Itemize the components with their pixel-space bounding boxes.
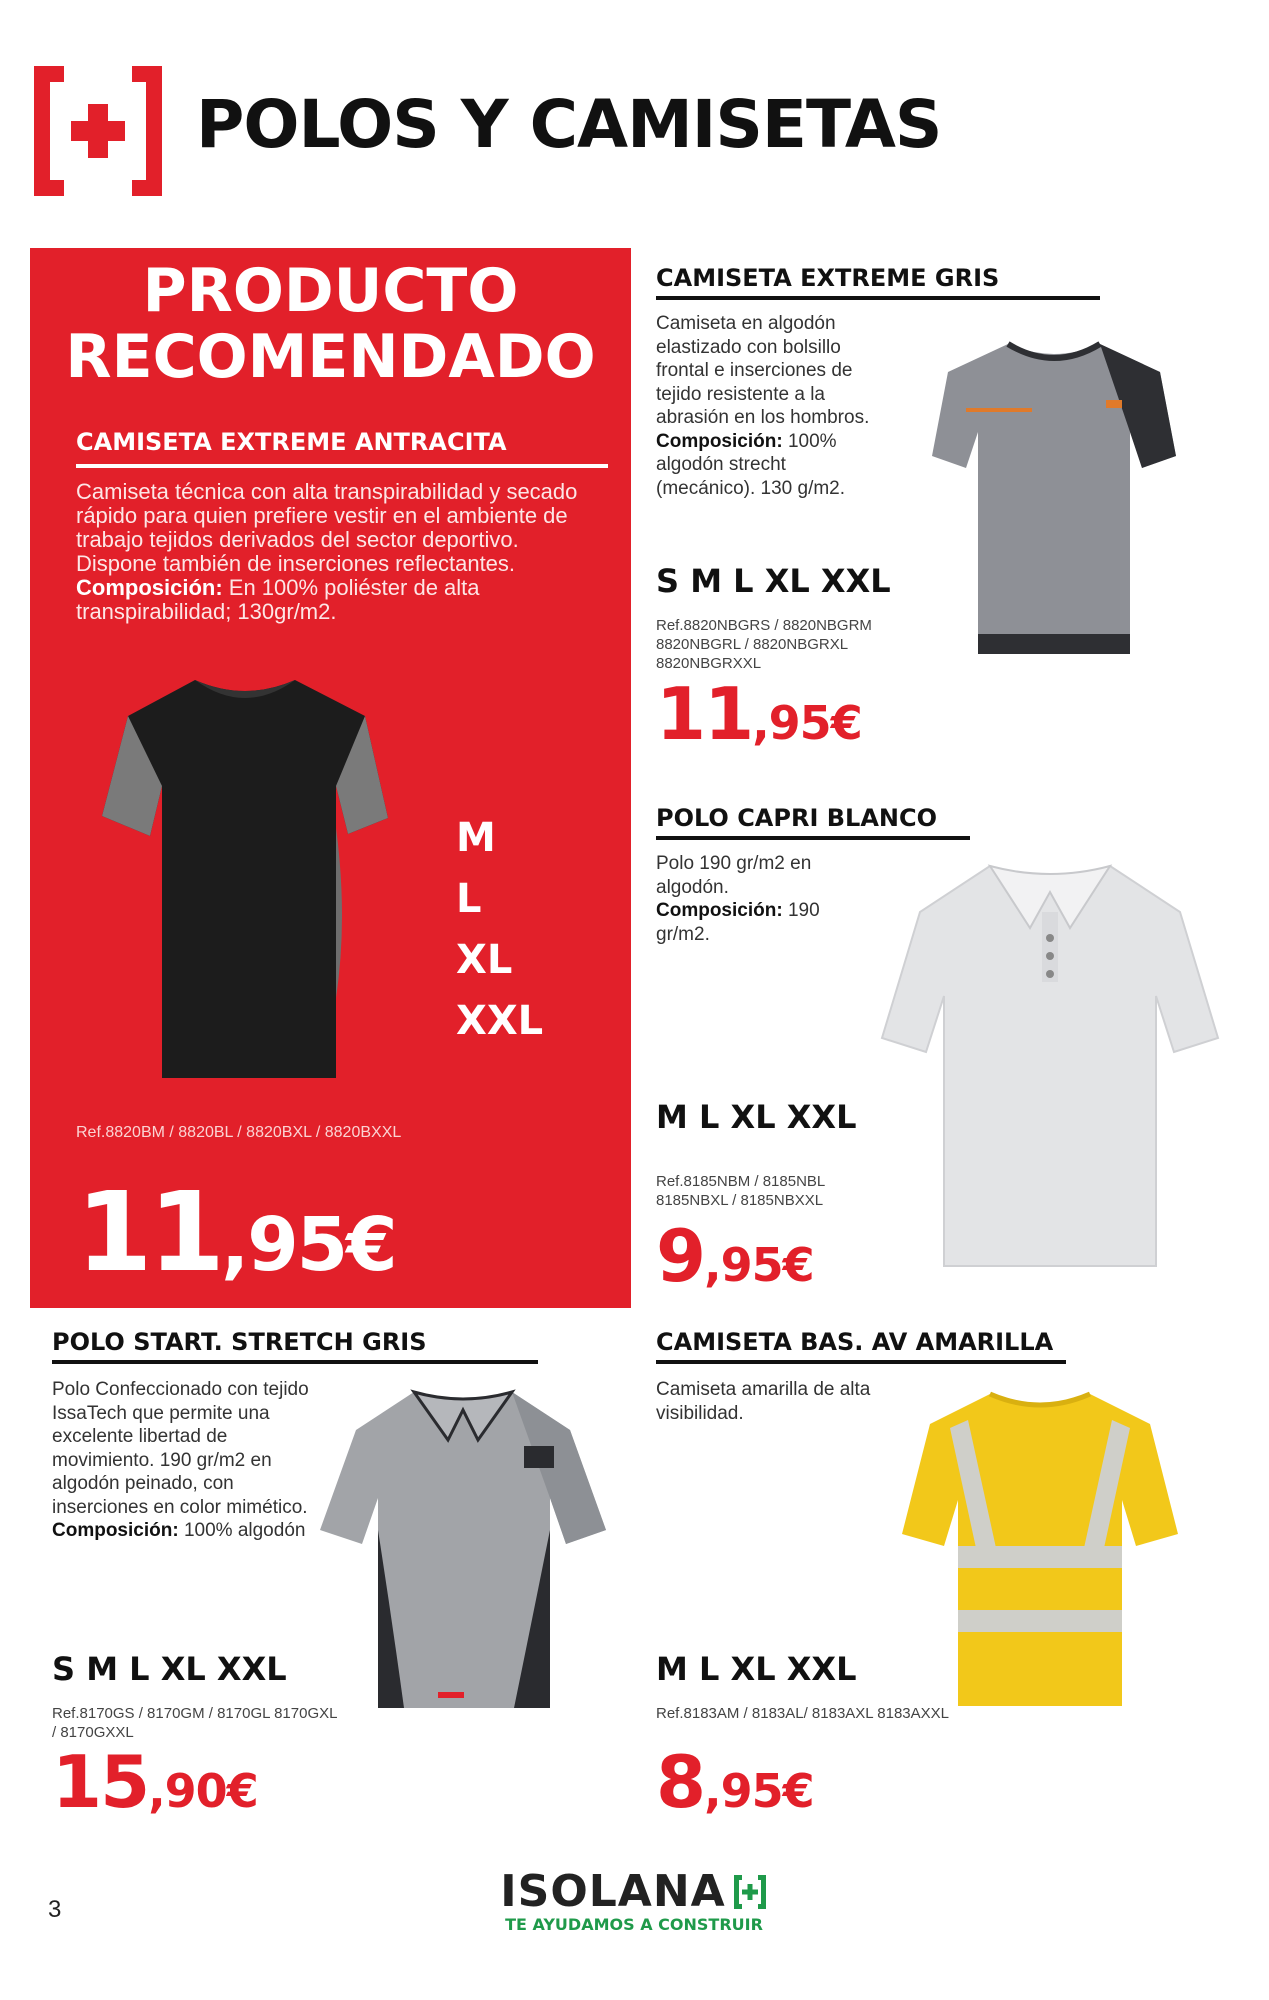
product-description: Camiseta amarilla de alta visibilidad. — [656, 1379, 871, 1424]
plus-bracket-logo-icon — [30, 62, 166, 200]
divider — [656, 296, 1100, 300]
size-list: M L XL XXL — [456, 815, 544, 1044]
product-price: 8,95€ — [656, 1740, 814, 1824]
product-description: Camiseta en algodón elastizado con bolsillo frontal e inserciones de tejido resistente a la abrasión en los hombros. Composición: 100% algodón strecht (mecánico). 130 g/m2. — [656, 313, 870, 499]
divider — [656, 836, 970, 840]
brand-tagline: TE AYUDAMOS A CONSTRUIR — [505, 1915, 763, 1934]
product-ref: Ref.8170GS / 8170GM / 8170GL 8170GXL / 8170GXXL — [52, 1705, 337, 1741]
grey-polo-image — [318, 1380, 608, 1716]
product-name: POLO START. STRETCH GRIS — [52, 1328, 427, 1356]
grey-tshirt-image — [930, 336, 1178, 660]
divider — [52, 1360, 538, 1364]
product-ref: Ref.8183AM / 8183AL/ 8183AXL 8183AXXL — [656, 1705, 949, 1722]
yellow-hivis-tshirt-image — [900, 1384, 1180, 1714]
product-ref: Ref.8820NBGRS / 8820NBGRM 8820NBGRL / 8820NBGRXL 8820NBGRXXL — [656, 617, 872, 672]
product-price: 9,95€ — [656, 1214, 814, 1298]
size-list: S M L XL XXL — [52, 1650, 287, 1688]
product-description: Polo Confeccionado con tejido IssaTech que permite una excelente libertad de movimiento. 190 gr/m2 en algodón peinado, con inserciones en color mimético. Composición: 100% algodón — [52, 1379, 309, 1541]
divider — [76, 464, 608, 468]
product-name: CAMISETA EXTREME GRIS — [656, 264, 1000, 292]
product-description: Polo 190 gr/m2 en algodón. Composición: 190 gr/m2. — [656, 853, 820, 945]
product-price: 15,90€ — [52, 1740, 258, 1824]
product-ref: Ref.8820BM / 8820BL / 8820BXL / 8820BXXL — [76, 1124, 402, 1141]
plus-bracket-icon — [732, 1873, 768, 1911]
black-tshirt-image — [100, 668, 390, 1088]
divider — [656, 1360, 1066, 1364]
page-title: POLOS Y CAMISETAS — [196, 86, 942, 163]
brand-name: ISOLANA — [500, 1866, 726, 1917]
size-list: M L XL XXL — [656, 1098, 857, 1136]
product-name: CAMISETA EXTREME ANTRACITA — [76, 428, 507, 456]
white-polo-image — [880, 852, 1220, 1280]
size-list: M L XL XXL — [656, 1650, 857, 1688]
brand-logo — [494, 1866, 774, 1934]
recommended-panel — [30, 248, 631, 1308]
size-list: S M L XL XXL — [656, 562, 891, 600]
product-price: 11,95€ — [76, 1168, 396, 1296]
product-description: Camiseta técnica con alta transpirabilidad y secado rápido para quien prefiere vestir en el ambiente de trabajo tejidos derivados del sector deportivo. Dispone también de inserciones reflectantes. Composición: En 100% poliéster de alta transpirabilidad; 130gr/m2. — [76, 479, 578, 624]
page-number: 3 — [48, 1896, 62, 1923]
product-name: CAMISETA BAS. AV AMARILLA — [656, 1328, 1054, 1356]
product-name: POLO CAPRI BLANCO — [656, 804, 937, 832]
recommended-heading: PRODUCTO RECOMENDADO — [65, 256, 596, 392]
product-ref: Ref.8185NBM / 8185NBL 8185NBXL / 8185NBXXL — [656, 1173, 825, 1209]
product-price: 11,95€ — [656, 672, 862, 756]
